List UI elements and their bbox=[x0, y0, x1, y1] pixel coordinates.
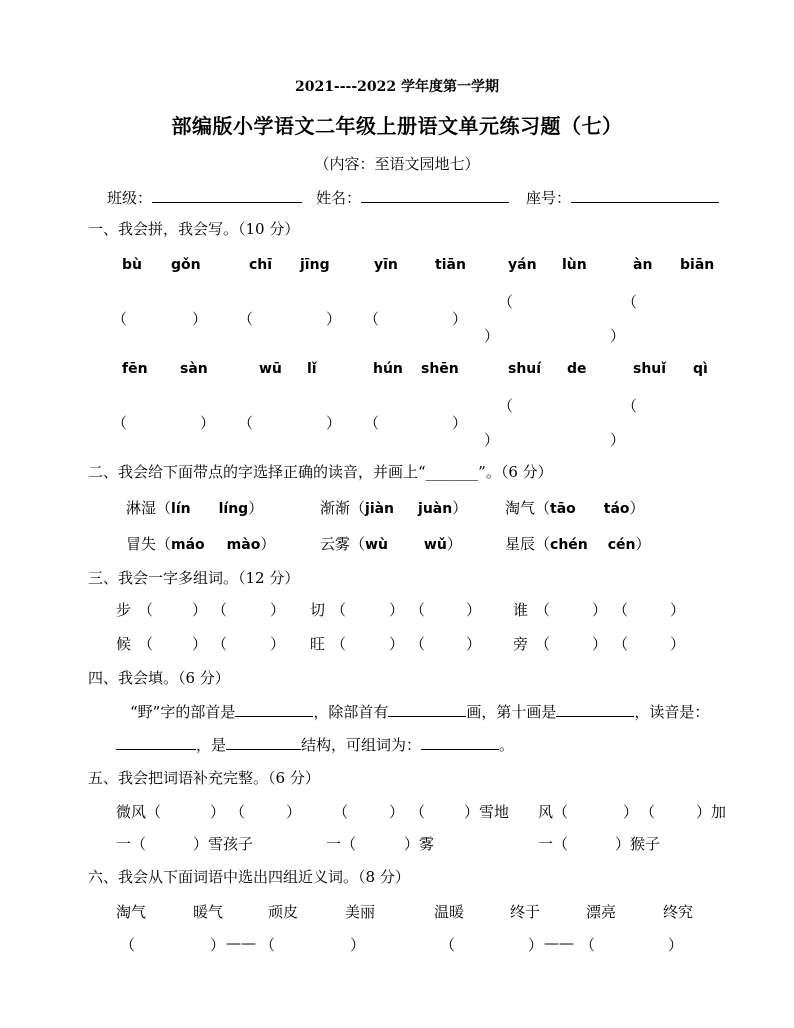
section-4-heading: 四、我会填。（6 分） bbox=[88, 669, 230, 687]
answer-paren-open: （ bbox=[238, 310, 254, 328]
pinyin: jīng bbox=[300, 257, 330, 273]
word-char: 旺 bbox=[310, 635, 326, 653]
option-a[interactable]: jiàn bbox=[365, 501, 395, 517]
idiom-part: ）猴子 bbox=[615, 835, 661, 853]
page-subtitle: （内容：至语文园地七） bbox=[314, 155, 480, 173]
paren-open: （ bbox=[535, 601, 551, 619]
answer-paren-close: ） bbox=[610, 431, 626, 449]
seat-blank[interactable] bbox=[571, 188, 719, 203]
pinyin: shuǐ bbox=[633, 361, 667, 377]
word-char: 步 bbox=[116, 601, 132, 619]
answer-paren-close: ） bbox=[192, 310, 208, 328]
paren-open: （ bbox=[260, 936, 276, 954]
pinyin: fēn bbox=[122, 361, 148, 377]
answer-paren-close: ） bbox=[452, 310, 468, 328]
option-a[interactable]: máo bbox=[171, 537, 205, 553]
paren-open: （ bbox=[410, 635, 426, 653]
pinyin: qì bbox=[693, 361, 708, 377]
paren-close: ） bbox=[668, 936, 684, 954]
paren-close: ） bbox=[192, 601, 208, 619]
paren-close: ） bbox=[286, 803, 302, 821]
idiom-part: 一（ bbox=[116, 835, 147, 853]
paren-open: （ bbox=[613, 635, 629, 653]
pinyin: yīn bbox=[374, 257, 398, 273]
pinyin: tiān bbox=[435, 257, 466, 273]
synonym-word: 暖气 bbox=[193, 903, 224, 921]
answer-paren-open: （ bbox=[112, 414, 128, 432]
paren-close: ） bbox=[270, 601, 286, 619]
fill-line-1 bbox=[130, 701, 709, 722]
paren-open: （ bbox=[138, 601, 154, 619]
fill-blank-reading[interactable] bbox=[116, 735, 196, 750]
pinyin: shēn bbox=[421, 361, 459, 377]
paren-open: （ bbox=[410, 803, 426, 821]
seat-label: 座号： bbox=[526, 189, 572, 207]
paren-close: ） bbox=[466, 635, 482, 653]
option-a[interactable]: lín bbox=[171, 501, 191, 517]
idiom-part: ）雾 bbox=[404, 835, 435, 853]
pronunciation-item bbox=[320, 497, 467, 518]
paren-open: （ bbox=[333, 803, 349, 821]
paren-close: ） bbox=[592, 601, 608, 619]
fill-blank-word[interactable] bbox=[421, 735, 499, 750]
pinyin: bù bbox=[122, 257, 142, 273]
fill-text: “野”字的部首是 bbox=[130, 703, 236, 721]
synonym-word: 漂亮 bbox=[586, 903, 617, 921]
word-char: 谁 bbox=[513, 601, 529, 619]
option-a[interactable]: chén bbox=[550, 537, 588, 553]
idiom-part: ）加 bbox=[696, 803, 727, 821]
word-char: 候 bbox=[116, 635, 132, 653]
fill-text: ，读音是： bbox=[634, 703, 710, 721]
name-blank[interactable] bbox=[361, 188, 509, 203]
paren-close: ） bbox=[592, 635, 608, 653]
paren-close: ） bbox=[389, 601, 405, 619]
answer-paren-close: ） bbox=[610, 327, 626, 345]
paren-open: （ bbox=[580, 936, 596, 954]
option-b[interactable]: líng bbox=[218, 501, 249, 517]
name-field[interactable] bbox=[316, 187, 509, 208]
paren-close: ） bbox=[350, 936, 366, 954]
answer-paren-close: ） bbox=[326, 310, 342, 328]
pinyin: shuí bbox=[508, 361, 542, 377]
answer-paren-close: ） bbox=[200, 414, 216, 432]
option-b[interactable]: táo bbox=[603, 501, 630, 517]
paren-open: （ bbox=[535, 635, 551, 653]
pinyin: biān bbox=[680, 257, 715, 273]
dash: —— bbox=[226, 934, 256, 952]
fill-blank-tenth-stroke[interactable] bbox=[556, 702, 634, 717]
answer-paren-open: （ bbox=[364, 414, 380, 432]
synonym-word: 美丽 bbox=[345, 903, 376, 921]
paren-open: （ bbox=[138, 635, 154, 653]
item-end: ） bbox=[452, 499, 468, 517]
pronunciation-item bbox=[505, 533, 651, 554]
paren-close: ） bbox=[270, 635, 286, 653]
idiom-part: 风（ bbox=[538, 803, 569, 821]
item-end: ） bbox=[260, 535, 276, 553]
item-word: 渐渐（ bbox=[320, 499, 366, 517]
word-char: 旁 bbox=[513, 635, 529, 653]
page-title: 部编版小学语文二年级上册语文单元练习题（七） bbox=[171, 114, 623, 138]
paren-close: ） bbox=[670, 601, 686, 619]
class-label: 班级： bbox=[107, 189, 153, 207]
pronunciation-item bbox=[126, 533, 275, 554]
fill-text: 。 bbox=[499, 736, 515, 754]
pinyin: chī bbox=[249, 257, 273, 273]
item-end: ） bbox=[629, 499, 645, 517]
section-6-heading: 六、我会从下面词语中选出四组近义词。（8 分） bbox=[88, 868, 410, 886]
paren-close: ） bbox=[192, 635, 208, 653]
paren-close: ） bbox=[623, 803, 639, 821]
paren-open: （ bbox=[230, 803, 246, 821]
pronunciation-item bbox=[320, 533, 462, 554]
answer-paren-close: ） bbox=[484, 431, 500, 449]
paren-close: ） bbox=[210, 803, 226, 821]
fill-blank-structure[interactable] bbox=[226, 735, 301, 750]
idiom-part: 一（ bbox=[538, 835, 569, 853]
answer-paren-open: （ bbox=[498, 293, 514, 311]
item-end: ） bbox=[446, 535, 462, 553]
synonym-word: 终于 bbox=[510, 903, 541, 921]
paren-close: ） bbox=[466, 601, 482, 619]
fill-blank-radical[interactable] bbox=[235, 702, 313, 717]
item-word: 淋湿（ bbox=[126, 499, 172, 517]
paren-open: （ bbox=[410, 601, 426, 619]
paren-close: ） bbox=[389, 803, 405, 821]
paren-open: （ bbox=[640, 803, 656, 821]
pronunciation-item bbox=[505, 497, 645, 518]
pinyin: lǐ bbox=[307, 361, 317, 377]
section-1-heading: 一、我会拼，我会写。（10 分） bbox=[88, 220, 300, 238]
pinyin: yán bbox=[508, 257, 537, 273]
option-b[interactable]: cén bbox=[607, 537, 636, 553]
pinyin: de bbox=[567, 361, 587, 377]
item-word: 云雾（ bbox=[320, 535, 366, 553]
pinyin: hún bbox=[373, 361, 403, 377]
option-b[interactable]: juàn bbox=[418, 501, 453, 517]
class-field[interactable] bbox=[107, 187, 302, 208]
section-5-heading: 五、我会把词语补充完整。（6 分） bbox=[88, 769, 320, 787]
option-a[interactable]: tāo bbox=[550, 501, 576, 517]
item-word: 淘气（ bbox=[505, 499, 551, 517]
pronunciation-item bbox=[126, 497, 263, 518]
pinyin: gǒn bbox=[171, 257, 201, 273]
paren-open: （ bbox=[331, 635, 347, 653]
idiom-part: 一（ bbox=[326, 835, 357, 853]
pinyin: àn bbox=[633, 257, 653, 273]
paren-open: （ bbox=[120, 936, 136, 954]
paren-close: ） bbox=[528, 936, 544, 954]
paren-close: ） bbox=[389, 635, 405, 653]
answer-paren-close: ） bbox=[452, 414, 468, 432]
item-word: 冒失（ bbox=[126, 535, 172, 553]
pinyin: sàn bbox=[180, 361, 208, 377]
paren-close: ） bbox=[210, 936, 226, 954]
section-2-heading: 二、我会给下面带点的字选择正确的读音，并画上“_______”。（6 分） bbox=[88, 463, 553, 481]
idiom-part: ）雪地 bbox=[464, 803, 510, 821]
class-blank[interactable] bbox=[152, 188, 302, 203]
synonym-word: 淘气 bbox=[116, 903, 147, 921]
answer-paren-open: （ bbox=[364, 310, 380, 328]
paren-open: （ bbox=[212, 601, 228, 619]
synonym-word: 温暖 bbox=[434, 903, 465, 921]
item-end: ） bbox=[635, 535, 651, 553]
dash: —— bbox=[544, 934, 574, 952]
synonym-word: 顽皮 bbox=[268, 903, 299, 921]
paren-open: （ bbox=[331, 601, 347, 619]
answer-paren-close: ） bbox=[326, 414, 342, 432]
pinyin: lùn bbox=[562, 257, 587, 273]
fill-line-2 bbox=[116, 734, 514, 755]
option-a[interactable]: wù bbox=[365, 537, 388, 553]
answer-paren-open: （ bbox=[622, 397, 638, 415]
paren-open: （ bbox=[440, 936, 456, 954]
item-word: 星辰（ bbox=[505, 535, 551, 553]
synonym-word: 终究 bbox=[663, 903, 694, 921]
answer-paren-open: （ bbox=[112, 310, 128, 328]
paren-open: （ bbox=[613, 601, 629, 619]
option-b[interactable]: mào bbox=[226, 537, 261, 553]
answer-paren-open: （ bbox=[622, 293, 638, 311]
answer-paren-open: （ bbox=[498, 397, 514, 415]
idiom-part: ）雪孩子 bbox=[193, 835, 254, 853]
word-char: 切 bbox=[310, 601, 326, 619]
section-3-heading: 三、我会一字多组词。（12 分） bbox=[88, 569, 300, 587]
name-label: 姓名： bbox=[316, 189, 362, 207]
option-b[interactable]: wǔ bbox=[423, 537, 447, 553]
seat-field[interactable] bbox=[526, 187, 719, 208]
pinyin: wū bbox=[259, 361, 282, 377]
fill-blank-strokes[interactable] bbox=[388, 702, 466, 717]
school-year: 2021----2022 学年度第一学期 bbox=[294, 79, 500, 95]
fill-text: ，除部首有 bbox=[313, 703, 389, 721]
fill-text: ，是 bbox=[196, 736, 227, 754]
paren-close: ） bbox=[670, 635, 686, 653]
item-end: ） bbox=[248, 499, 264, 517]
answer-paren-close: ） bbox=[484, 327, 500, 345]
paren-open: （ bbox=[212, 635, 228, 653]
fill-text: 画，第十画是 bbox=[466, 703, 557, 721]
idiom-part: 微风（ bbox=[116, 803, 162, 821]
fill-text: 结构，可组词为： bbox=[301, 736, 422, 754]
answer-paren-open: （ bbox=[238, 414, 254, 432]
